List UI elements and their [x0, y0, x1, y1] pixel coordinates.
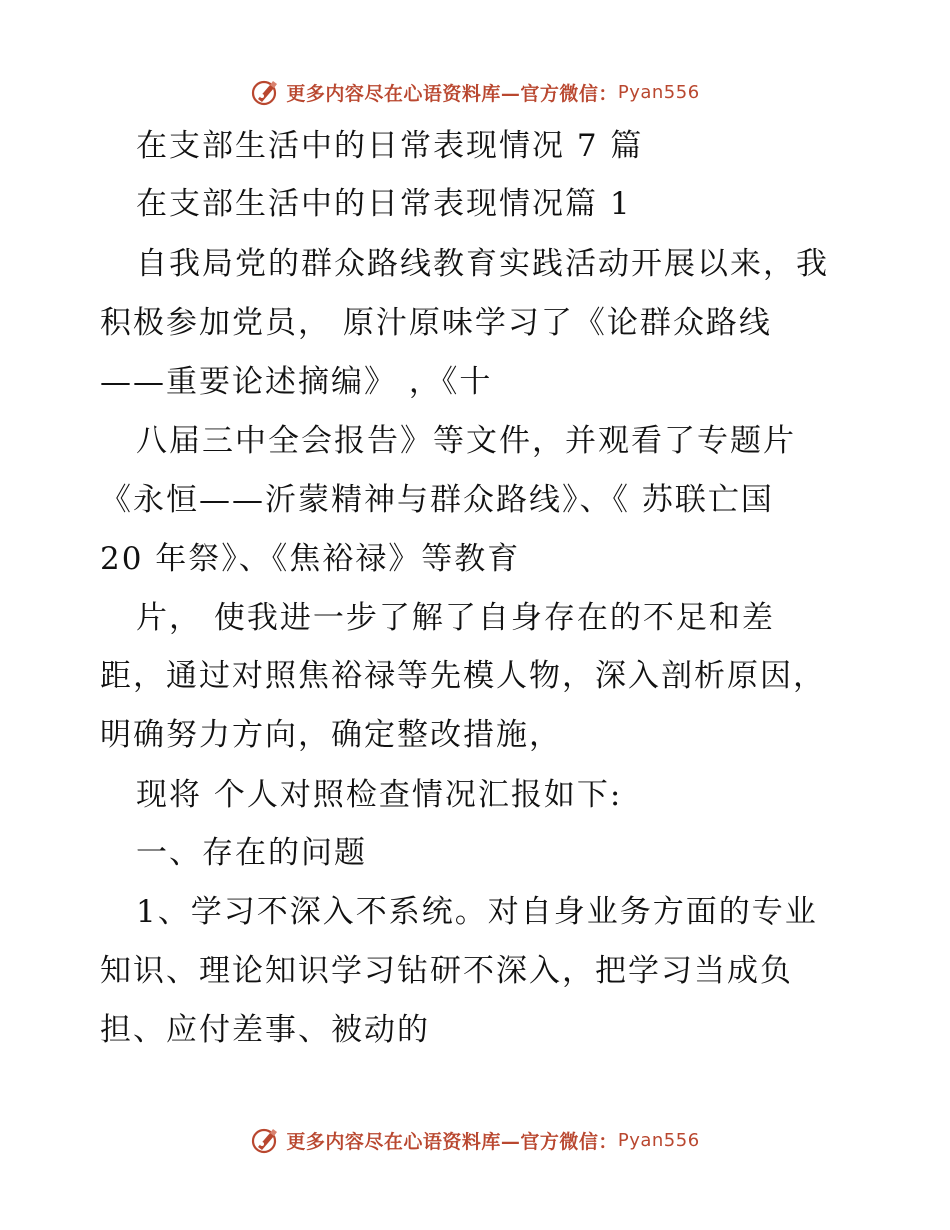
paragraph-line: 担、应付差事、被动的	[100, 1012, 430, 1048]
pen-circle-logo-icon	[250, 1125, 280, 1155]
paragraph-line: 积极参加党员， 原汁原味学习了《论群众路线	[100, 305, 772, 341]
paragraph-line: 距，通过对照焦裕禄等先模人物，深入剖析原因，	[100, 658, 826, 694]
paragraph-line: 片， 使我进一步了解了自身存在的不足和差	[136, 600, 775, 636]
header-banner-text: 更多内容尽在心语资料库—官方微信：	[286, 82, 618, 105]
paragraph-line: ——重要论述摘编》 ，《十	[100, 364, 493, 400]
subsection-heading: 一、存在的问题	[136, 835, 367, 871]
paragraph-line: 明确努力方向，确定整改措施，	[100, 717, 562, 753]
paragraph-line: 自我局党的群众路线教育实践活动开展以来，我	[136, 246, 829, 282]
paragraph-line: 八届三中全会报告》等文件，并观看了专题片	[136, 423, 796, 459]
paragraph-line: 1、学习不深入不系统。对自身业务方面的专业	[136, 894, 818, 930]
header-banner	[0, 72, 950, 112]
paragraph-line: 知识、理论知识学习钻研不深入，把学习当成负	[100, 953, 793, 989]
paragraph-line: 20 年祭》、《焦裕禄》等教育	[100, 541, 521, 577]
paragraph-line: 现将 个人对照检查情况汇报如下:	[136, 777, 623, 813]
footer-banner-wechat: Pyan556	[617, 1129, 700, 1151]
footer-banner	[0, 1120, 950, 1160]
pen-circle-logo-icon	[250, 77, 280, 107]
paragraph-line: 《永恒——沂蒙精神与群众路线》、《 苏联亡国	[100, 482, 774, 518]
header-banner-wechat: Pyan556	[617, 81, 700, 103]
footer-banner-text: 更多内容尽在心语资料库—官方微信：	[286, 1130, 618, 1153]
document-title: 在支部生活中的日常表现情况 7 篇	[136, 128, 644, 164]
section-heading: 在支部生活中的日常表现情况篇 1	[136, 186, 632, 222]
